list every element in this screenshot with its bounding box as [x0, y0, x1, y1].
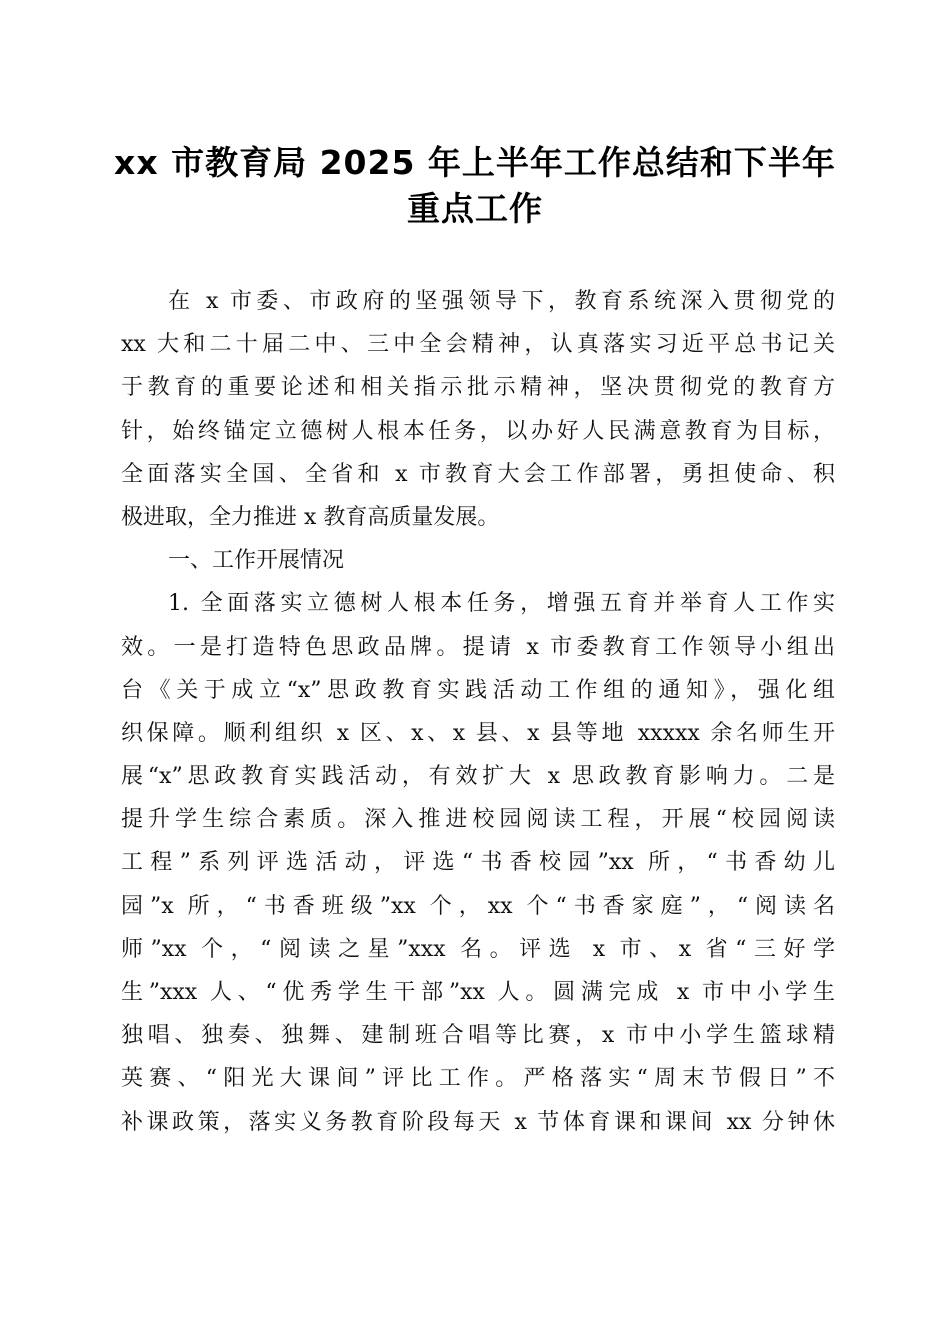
- intro-line: 针，始终锚定立德树人根本任务，以办好人民满意教育为目标，: [121, 418, 835, 444]
- title-line-1: xx 市教育局 2025 年上半年工作总结和下半年: [114, 143, 836, 182]
- intro-line: 在 x 市委、市政府的坚强领导下，教育系统深入贯彻党的: [168, 289, 835, 314]
- intro-line: 全面落实全国、全省和 x 市教育大会工作部署，勇担使命、积: [121, 461, 835, 487]
- section-line: 独唱、独奏、独舞、建制班合唱等比赛，x 市中小学生篮球精: [121, 1023, 835, 1049]
- section-line: 展“x”思政教育实践活动，有效扩大 x 思政教育影响力。二是: [121, 764, 835, 790]
- section-line: 提升学生综合素质。深入推进校园阅读工程，开展“校园阅读: [121, 807, 835, 833]
- intro-line: 极进取，全力推进 x 教育高质量发展。: [121, 504, 500, 530]
- section-line: 效。一是打造特色思政品牌。提请 x 市委教育工作领导小组出: [121, 634, 835, 660]
- section-line: 补课政策，落实义务教育阶段每天 x 节体育课和课间 xx 分钟休: [121, 1109, 835, 1135]
- section-line: 生”xxx 人、“优秀学生干部”xx 人。圆满完成 x 市中小学生: [121, 980, 835, 1005]
- section-line: 1. 全面落实立德树人根本任务，增强五育并举育人工作实: [168, 591, 835, 617]
- section-line: 工程”系列评选活动，评选“书香校园”xx 所，“书香幼儿: [121, 850, 835, 876]
- section-line: 师”xx 个，“阅读之星”xxx 名。评选 x 市、x 省“三好学: [121, 936, 835, 962]
- title-line-2: 重点工作: [407, 189, 543, 228]
- section-line: 英赛、“阳光大课间”评比工作。严格落实“周末节假日”不: [121, 1066, 835, 1092]
- intro-line: 于教育的重要论述和相关指示批示精神，坚决贯彻党的教育方: [121, 375, 835, 401]
- section-line: 台《关于成立“x”思政教育实践活动工作组的通知》，强化组: [121, 677, 835, 703]
- section-line: 织保障。顺利组织 x 区、x、x 县、x 县等地 xxxxx 余名师生开: [121, 720, 835, 746]
- section-line: 园”x 所，“书香班级”xx 个，xx 个“书香家庭”，“阅读名: [121, 893, 835, 919]
- intro-line: xx 大和二十届二中、三中全会精神，认真落实习近平总书记关: [121, 332, 835, 358]
- section-heading: 一、工作开展情况: [168, 548, 345, 574]
- document-body: [121, 280, 835, 1144]
- document-title: [100, 140, 850, 232]
